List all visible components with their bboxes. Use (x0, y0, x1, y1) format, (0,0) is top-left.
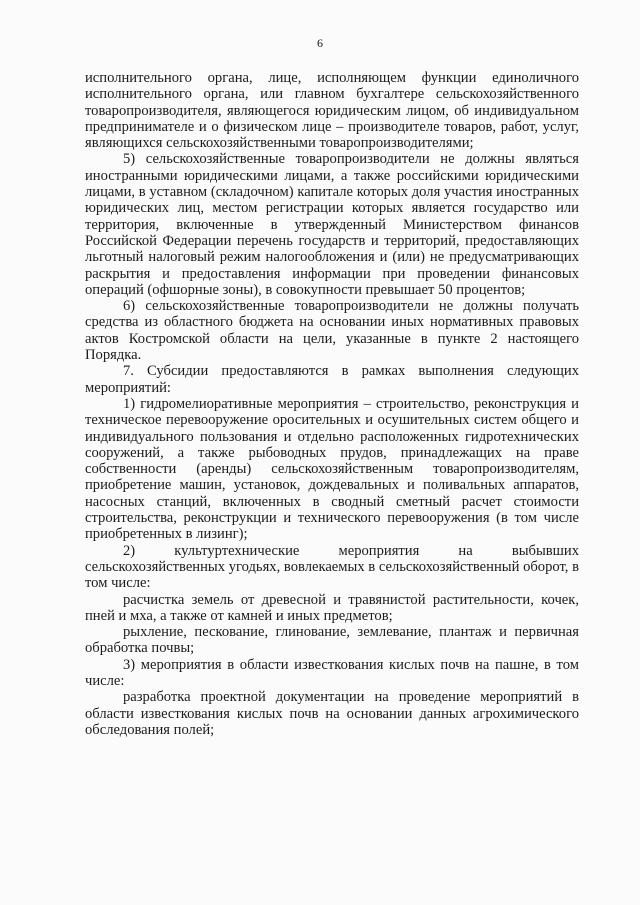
paragraph-subitem-3-design: разработка проектной документации на проведение мероприятий в области известкования кислых почв на основании данных агрохимического обследования полей; (85, 689, 579, 738)
paragraph-item-6: 6) сельскохозяйственные товаропроизводители не должны получать средства из областного бюджета на основании иных нормативных правовых актов Костромской области на цели, указанные в пункте 2 настоящего Порядка. (85, 298, 579, 364)
paragraph-subitem-3: 3) мероприятия в области известкования кислых почв на пашне, в том числе: (85, 656, 579, 689)
paragraph-subitem-1: 1) гидромелиоративные мероприятия – строительство, реконструкция и техническое перевооружение оросительных и осушительных систем общего и индивидуального пользования и отдельно расположенных гидротехнических сооружений, а также рыбоводных прудов, принадлежащих на праве собственности (аренды) сельскохозяйственным товаропроизводителям, приобретение машин, установок, дождевальных и поливальных аппаратов, насосных станций, включенных в сводный сметный расчет стоимости строительства, реконструкции и технического перевооружения (в том числе приобретенных в лизинг); (85, 395, 579, 543)
paragraph-subitem-2-tillage: рыхление, пескование, глинование, землевание, плантаж и первичная обработка почвы; (85, 624, 579, 657)
paragraph-item-5: 5) сельскохозяйственные товаропроизводители не должны являться иностранными юридическими лицами, а также российскими юридическими лицами, в уставном (складочном) капитале которых доля участия иностранных юридических лиц, местом регистрации которых является государство или территория, включенные в утвержденный Министерством финансов Российской Федерации перечень государств и территорий, предоставляющих льготный налоговый режим налогообложения и (или) не предусматривающих раскрытия и предоставления информации при проведении финансовых операций (офшорные зоны), в совокупности превышает 50 процентов; (85, 151, 579, 298)
paragraph-section-7: 7. Субсидии предоставляются в рамках выполнения следующих мероприятий: (85, 363, 579, 396)
page-number: 6 (317, 36, 323, 50)
paragraph-continuation: исполнительного органа, лице, исполняющем функции единоличного исполнительного органа, или главном бухгалтере сельскохозяйственного товаропроизводителя, являющегося юридическим лицом, об индивидуальном предпринимателе и о физическом лице – производителе товаров, работ, услуг, являющихся сельскохозяйственными товаропроизводителями; (85, 70, 579, 152)
document-body (85, 70, 579, 738)
paragraph-subitem-2-clearing: расчистка земель от древесной и травянистой растительности, кочек, пней и мха, а также от камней и иных предметов; (85, 591, 579, 624)
paragraph-subitem-2: 2) культуртехнические мероприятия на выбывших сельскохозяйственных угодьях, вовлекаемых в сельскохозяйственный оборот, в том числе: (85, 542, 579, 592)
